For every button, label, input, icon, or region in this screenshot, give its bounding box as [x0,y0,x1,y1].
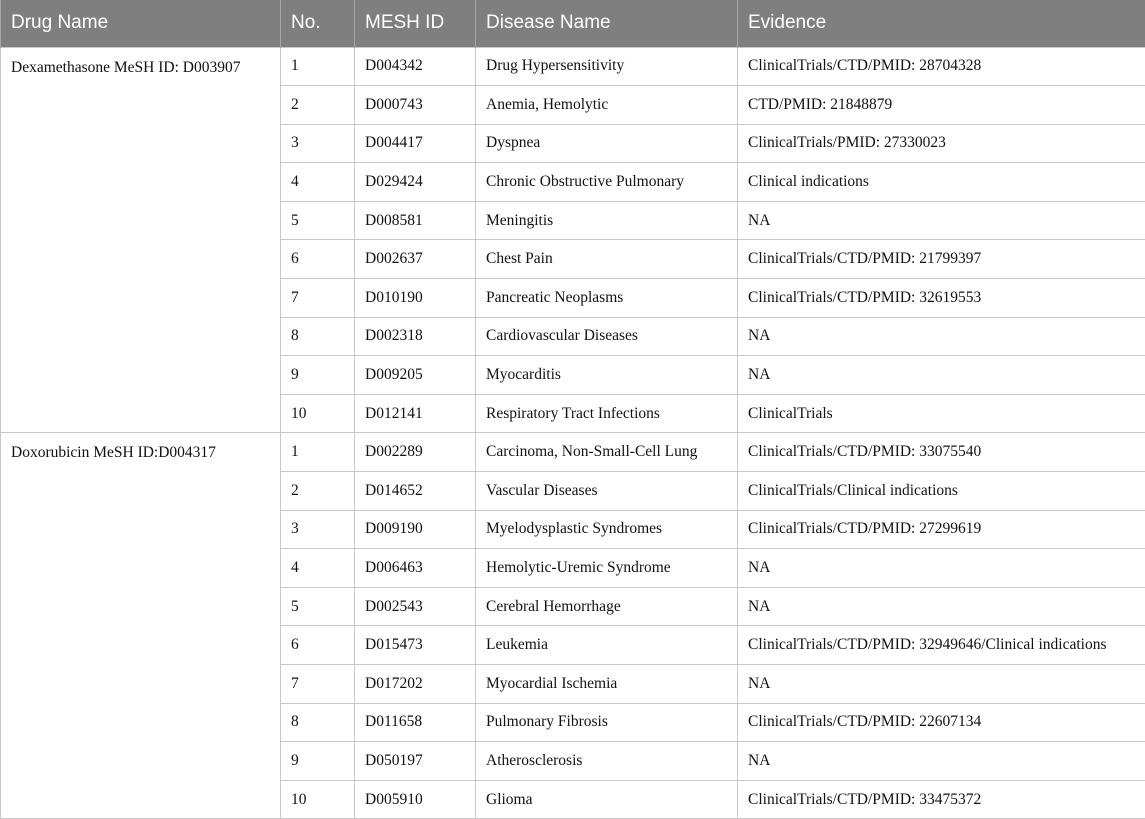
mesh-id-cell: D011658 [355,703,476,742]
disease-name-cell: Pancreatic Neoplasms [476,279,738,318]
header-drug-name: Drug Name [1,0,281,47]
mesh-id-cell: D029424 [355,163,476,202]
evidence-cell: NA [738,742,1145,781]
disease-name-cell: Chronic Obstructive Pulmonary [476,163,738,202]
table-row [1,47,1145,86]
header-evidence: Evidence [738,0,1145,47]
mesh-id-cell: D002289 [355,433,476,472]
row-number-cell: 10 [281,394,355,433]
disease-name-cell: Glioma [476,780,738,819]
disease-name-cell: Atherosclerosis [476,742,738,781]
header-no: No. [281,0,355,47]
evidence-cell: ClinicalTrials/PMID: 27330023 [738,124,1145,163]
disease-name-cell: Anemia, Hemolytic [476,86,738,125]
evidence-cell: ClinicalTrials/CTD/PMID: 33075540 [738,433,1145,472]
disease-name-cell: Cardiovascular Diseases [476,317,738,356]
row-number-cell: 3 [281,124,355,163]
evidence-cell: ClinicalTrials/CTD/PMID: 28704328 [738,47,1145,86]
evidence-cell: NA [738,549,1145,588]
evidence-cell: ClinicalTrials/CTD/PMID: 21799397 [738,240,1145,279]
disease-name-cell: Cerebral Hemorrhage [476,587,738,626]
row-number-cell: 4 [281,549,355,588]
disease-name-cell: Myocardial Ischemia [476,665,738,704]
mesh-id-cell: D006463 [355,549,476,588]
row-number-cell: 3 [281,510,355,549]
row-number-cell: 1 [281,47,355,86]
mesh-id-cell: D002318 [355,317,476,356]
evidence-cell: NA [738,201,1145,240]
drug-name-cell: Doxorubicin MeSH ID:D004317 [1,433,281,819]
row-number-cell: 6 [281,626,355,665]
evidence-cell: ClinicalTrials/CTD/PMID: 32619553 [738,279,1145,318]
mesh-id-cell: D004342 [355,47,476,86]
row-number-cell: 8 [281,703,355,742]
evidence-cell: ClinicalTrials/CTD/PMID: 33475372 [738,780,1145,819]
mesh-id-cell: D012141 [355,394,476,433]
evidence-cell: ClinicalTrials [738,394,1145,433]
disease-name-cell: Leukemia [476,626,738,665]
drug-name-cell: Dexamethasone MeSH ID: D003907 [1,47,281,433]
table-row [1,433,1145,472]
table-body [1,47,1145,819]
row-number-cell: 8 [281,317,355,356]
row-number-cell: 9 [281,742,355,781]
disease-name-cell: Drug Hypersensitivity [476,47,738,86]
mesh-id-cell: D009190 [355,510,476,549]
disease-name-cell: Meningitis [476,201,738,240]
evidence-cell: CTD/PMID: 21848879 [738,86,1145,125]
evidence-cell: NA [738,317,1145,356]
row-number-cell: 7 [281,279,355,318]
disease-name-cell: Dyspnea [476,124,738,163]
disease-name-cell: Myelodysplastic Syndromes [476,510,738,549]
row-number-cell: 6 [281,240,355,279]
mesh-id-cell: D010190 [355,279,476,318]
mesh-id-cell: D008581 [355,201,476,240]
disease-name-cell: Carcinoma, Non-Small-Cell Lung [476,433,738,472]
evidence-cell: Clinical indications [738,163,1145,202]
evidence-cell: NA [738,665,1145,704]
mesh-id-cell: D014652 [355,472,476,511]
mesh-id-cell: D009205 [355,356,476,395]
evidence-cell: ClinicalTrials/CTD/PMID: 22607134 [738,703,1145,742]
row-number-cell: 9 [281,356,355,395]
mesh-id-cell: D004417 [355,124,476,163]
row-number-cell: 7 [281,665,355,704]
disease-name-cell: Pulmonary Fibrosis [476,703,738,742]
row-number-cell: 1 [281,433,355,472]
row-number-cell: 5 [281,587,355,626]
evidence-cell: NA [738,587,1145,626]
evidence-cell: ClinicalTrials/CTD/PMID: 32949646/Clinical indications [738,626,1145,665]
header-row [1,0,1145,47]
header-mesh-id: MESH ID [355,0,476,47]
mesh-id-cell: D002637 [355,240,476,279]
mesh-id-cell: D000743 [355,86,476,125]
row-number-cell: 5 [281,201,355,240]
row-number-cell: 2 [281,472,355,511]
header-disease-name: Disease Name [476,0,738,47]
disease-name-cell: Vascular Diseases [476,472,738,511]
disease-name-cell: Myocarditis [476,356,738,395]
mesh-id-cell: D050197 [355,742,476,781]
disease-name-cell: Chest Pain [476,240,738,279]
evidence-cell: NA [738,356,1145,395]
mesh-id-cell: D017202 [355,665,476,704]
evidence-cell: ClinicalTrials/Clinical indications [738,472,1145,511]
disease-name-cell: Respiratory Tract Infections [476,394,738,433]
evidence-cell: ClinicalTrials/CTD/PMID: 27299619 [738,510,1145,549]
mesh-id-cell: D005910 [355,780,476,819]
row-number-cell: 2 [281,86,355,125]
row-number-cell: 10 [281,780,355,819]
row-number-cell: 4 [281,163,355,202]
mesh-id-cell: D002543 [355,587,476,626]
mesh-id-cell: D015473 [355,626,476,665]
disease-name-cell: Hemolytic-Uremic Syndrome [476,549,738,588]
